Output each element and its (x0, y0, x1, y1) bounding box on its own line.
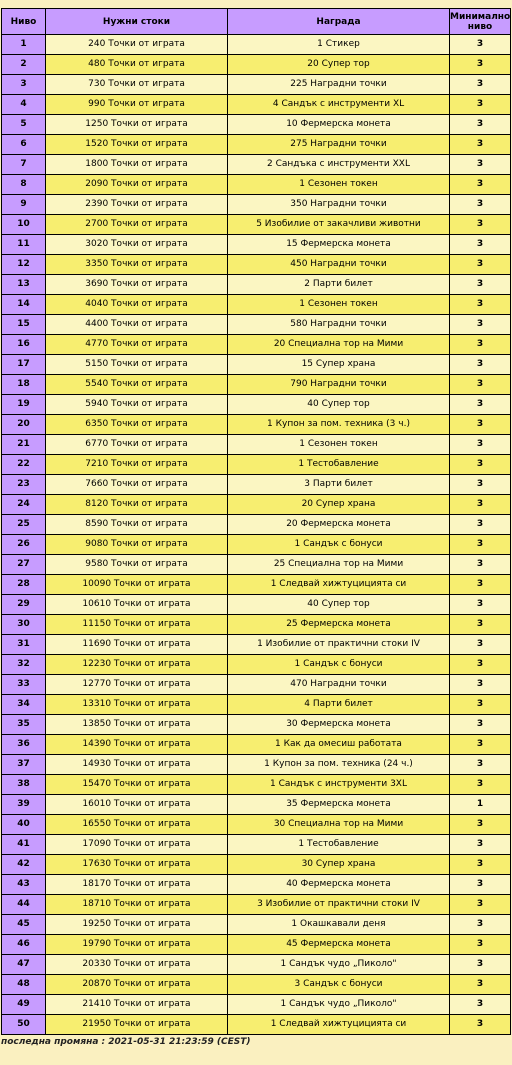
level-cell: 15 (1, 314, 45, 334)
level-cell: 2 (1, 54, 45, 74)
min-level-cell: 3 (449, 594, 511, 614)
table-row (1, 654, 511, 674)
level-cell: 22 (1, 454, 45, 474)
reward-cell: 20 Фермерска монета (227, 514, 449, 534)
reward-cell: 30 Супер храна (227, 854, 449, 874)
min-level-cell: 3 (449, 1014, 511, 1035)
level-cell: 35 (1, 714, 45, 734)
level-cell: 6 (1, 134, 45, 154)
level-cell: 5 (1, 114, 45, 134)
min-level-cell: 3 (449, 574, 511, 594)
min-level-cell: 3 (449, 634, 511, 654)
goods-cell: 19250 Точки от играта (45, 914, 227, 934)
goods-cell: 3020 Точки от играта (45, 234, 227, 254)
min-level-cell: 3 (449, 934, 511, 954)
min-level-cell: 3 (449, 214, 511, 234)
level-cell: 36 (1, 734, 45, 754)
goods-cell: 4400 Точки от играта (45, 314, 227, 334)
table-row (1, 594, 511, 614)
level-cell: 41 (1, 834, 45, 854)
min-level-cell: 3 (449, 234, 511, 254)
levels-table (1, 8, 511, 1035)
goods-cell: 14930 Точки от играта (45, 754, 227, 774)
min-level-cell: 3 (449, 94, 511, 114)
level-cell: 19 (1, 394, 45, 414)
min-level-cell: 3 (449, 394, 511, 414)
level-cell: 29 (1, 594, 45, 614)
min-level-cell: 3 (449, 314, 511, 334)
level-cell: 21 (1, 434, 45, 454)
level-cell: 32 (1, 654, 45, 674)
table-row (1, 754, 511, 774)
min-level-cell: 3 (449, 654, 511, 674)
reward-cell: 1 Купон за пом. техника (3 ч.) (227, 414, 449, 434)
goods-cell: 5150 Точки от играта (45, 354, 227, 374)
min-level-cell: 3 (449, 154, 511, 174)
min-level-cell: 3 (449, 194, 511, 214)
reward-cell: 1 Окашкавали деня (227, 914, 449, 934)
last-modified: последна промяна : 2021-05-31 21:23:59 (CEST) (1, 1037, 251, 1047)
table-row (1, 254, 511, 274)
reward-cell: 1 Тестобавление (227, 454, 449, 474)
goods-cell: 9080 Точки от играта (45, 534, 227, 554)
header-level: Ниво (1, 8, 45, 34)
reward-cell: 450 Наградни точки (227, 254, 449, 274)
level-cell: 50 (1, 1014, 45, 1035)
level-cell: 45 (1, 914, 45, 934)
level-cell: 46 (1, 934, 45, 954)
goods-cell: 21950 Точки от играта (45, 1014, 227, 1035)
level-cell: 16 (1, 334, 45, 354)
goods-cell: 10090 Точки от играта (45, 574, 227, 594)
reward-cell: 1 Купон за пом. техника (24 ч.) (227, 754, 449, 774)
reward-cell: 2 Сандъка с инструменти XXL (227, 154, 449, 174)
reward-cell: 25 Фермерска монета (227, 614, 449, 634)
min-level-cell: 3 (449, 174, 511, 194)
min-level-cell: 3 (449, 894, 511, 914)
goods-cell: 480 Точки от играта (45, 54, 227, 74)
table-row (1, 74, 511, 94)
table-row (1, 894, 511, 914)
table-row (1, 834, 511, 854)
table-row (1, 1014, 511, 1035)
table-row (1, 774, 511, 794)
goods-cell: 12230 Точки от играта (45, 654, 227, 674)
goods-cell: 12770 Точки от играта (45, 674, 227, 694)
level-cell: 42 (1, 854, 45, 874)
level-cell: 31 (1, 634, 45, 654)
level-cell: 13 (1, 274, 45, 294)
level-cell: 39 (1, 794, 45, 814)
table-row (1, 294, 511, 314)
min-level-cell: 3 (449, 54, 511, 74)
min-level-cell: 3 (449, 74, 511, 94)
min-level-cell: 3 (449, 854, 511, 874)
goods-cell: 990 Точки от играта (45, 94, 227, 114)
table-row (1, 674, 511, 694)
level-cell: 34 (1, 694, 45, 714)
reward-cell: 1 Следвай хижтуцицията си (227, 574, 449, 594)
goods-cell: 16550 Точки от играта (45, 814, 227, 834)
table-header-row (1, 8, 511, 34)
min-level-cell: 3 (449, 334, 511, 354)
reward-cell: 25 Специална тор на Мими (227, 554, 449, 574)
goods-cell: 18170 Точки от играта (45, 874, 227, 894)
level-cell: 28 (1, 574, 45, 594)
table-row (1, 214, 511, 234)
goods-cell: 15470 Точки от играта (45, 774, 227, 794)
goods-cell: 18710 Точки от играта (45, 894, 227, 914)
min-level-cell: 3 (449, 474, 511, 494)
level-cell: 10 (1, 214, 45, 234)
table-row (1, 694, 511, 714)
level-cell: 48 (1, 974, 45, 994)
reward-cell: 1 Следвай хижтуцицията си (227, 1014, 449, 1035)
min-level-cell: 3 (449, 754, 511, 774)
level-cell: 8 (1, 174, 45, 194)
header-min-level: Минимално ниво (449, 8, 511, 34)
reward-cell: 580 Наградни точки (227, 314, 449, 334)
level-cell: 33 (1, 674, 45, 694)
reward-cell: 275 Наградни точки (227, 134, 449, 154)
goods-cell: 19790 Точки от играта (45, 934, 227, 954)
page (0, 8, 512, 1047)
reward-cell: 45 Фермерска монета (227, 934, 449, 954)
min-level-cell: 3 (449, 954, 511, 974)
min-level-cell: 3 (449, 514, 511, 534)
table-row (1, 954, 511, 974)
table-row (1, 54, 511, 74)
goods-cell: 240 Точки от играта (45, 34, 227, 54)
min-level-cell: 3 (449, 534, 511, 554)
reward-cell: 3 Парти билет (227, 474, 449, 494)
reward-cell: 350 Наградни точки (227, 194, 449, 214)
min-level-cell: 3 (449, 774, 511, 794)
goods-cell: 2390 Точки от играта (45, 194, 227, 214)
table-row (1, 474, 511, 494)
min-level-cell: 3 (449, 254, 511, 274)
level-cell: 27 (1, 554, 45, 574)
level-cell: 11 (1, 234, 45, 254)
reward-cell: 5 Изобилие от закачливи животни (227, 214, 449, 234)
reward-cell: 4 Сандък с инструменти XL (227, 94, 449, 114)
min-level-cell: 3 (449, 434, 511, 454)
table-row (1, 714, 511, 734)
table-row (1, 414, 511, 434)
table-row (1, 514, 511, 534)
level-cell: 24 (1, 494, 45, 514)
min-level-cell: 3 (449, 494, 511, 514)
table-row (1, 434, 511, 454)
goods-cell: 1250 Точки от играта (45, 114, 227, 134)
level-cell: 17 (1, 354, 45, 374)
goods-cell: 16010 Точки от играта (45, 794, 227, 814)
reward-cell: 30 Фермерска монета (227, 714, 449, 734)
goods-cell: 10610 Точки от играта (45, 594, 227, 614)
level-cell: 49 (1, 994, 45, 1014)
min-level-cell: 3 (449, 834, 511, 854)
table-row (1, 234, 511, 254)
reward-cell: 15 Супер храна (227, 354, 449, 374)
reward-cell: 15 Фермерска монета (227, 234, 449, 254)
table-row (1, 394, 511, 414)
table-row (1, 314, 511, 334)
level-cell: 40 (1, 814, 45, 834)
min-level-cell: 3 (449, 674, 511, 694)
goods-cell: 17090 Точки от играта (45, 834, 227, 854)
table-row (1, 134, 511, 154)
table-row (1, 574, 511, 594)
table-row (1, 114, 511, 134)
goods-cell: 3690 Точки от играта (45, 274, 227, 294)
goods-cell: 20870 Точки от играта (45, 974, 227, 994)
reward-cell: 30 Специална тор на Мими (227, 814, 449, 834)
level-cell: 4 (1, 94, 45, 114)
goods-cell: 6350 Точки от играта (45, 414, 227, 434)
table-row (1, 814, 511, 834)
min-level-cell: 3 (449, 454, 511, 474)
table-row (1, 934, 511, 954)
level-cell: 14 (1, 294, 45, 314)
reward-cell: 1 Сандък с бонуси (227, 654, 449, 674)
header-reward: Награда (227, 8, 449, 34)
reward-cell: 10 Фермерска монета (227, 114, 449, 134)
reward-cell: 1 Сандък с инструменти 3XL (227, 774, 449, 794)
goods-cell: 2090 Точки от играта (45, 174, 227, 194)
reward-cell: 1 Изобилие от практични стоки IV (227, 634, 449, 654)
table-row (1, 154, 511, 174)
table-row (1, 334, 511, 354)
level-cell: 44 (1, 894, 45, 914)
reward-cell: 40 Супер тор (227, 394, 449, 414)
reward-cell: 40 Супер тор (227, 594, 449, 614)
reward-cell: 20 Специална тор на Мими (227, 334, 449, 354)
reward-cell: 790 Наградни точки (227, 374, 449, 394)
min-level-cell: 3 (449, 734, 511, 754)
table-row (1, 614, 511, 634)
table-row (1, 194, 511, 214)
table-row (1, 494, 511, 514)
table-row (1, 874, 511, 894)
goods-cell: 5940 Точки от играта (45, 394, 227, 414)
goods-cell: 7660 Точки от играта (45, 474, 227, 494)
reward-cell: 1 Сезонен токен (227, 434, 449, 454)
level-cell: 38 (1, 774, 45, 794)
level-cell: 43 (1, 874, 45, 894)
goods-cell: 11690 Точки от играта (45, 634, 227, 654)
level-cell: 30 (1, 614, 45, 634)
goods-cell: 3350 Точки от играта (45, 254, 227, 274)
reward-cell: 225 Наградни точки (227, 74, 449, 94)
table-row (1, 94, 511, 114)
table-row (1, 854, 511, 874)
reward-cell: 2 Парти билет (227, 274, 449, 294)
min-level-cell: 3 (449, 114, 511, 134)
table-row (1, 534, 511, 554)
min-level-cell: 3 (449, 414, 511, 434)
header-required-goods: Нужни стоки (45, 8, 227, 34)
reward-cell: 470 Наградни точки (227, 674, 449, 694)
table-body (1, 34, 511, 1035)
level-cell: 18 (1, 374, 45, 394)
min-level-cell: 1 (449, 794, 511, 814)
reward-cell: 3 Изобилие от практични стоки IV (227, 894, 449, 914)
goods-cell: 13850 Точки от играта (45, 714, 227, 734)
reward-cell: 1 Сезонен токен (227, 174, 449, 194)
table-row (1, 554, 511, 574)
table-row (1, 974, 511, 994)
goods-cell: 1800 Точки от играта (45, 154, 227, 174)
goods-cell: 9580 Точки от играта (45, 554, 227, 574)
reward-cell: 1 Тестобавление (227, 834, 449, 854)
min-level-cell: 3 (449, 874, 511, 894)
reward-cell: 1 Сандък чудо „Пиколо" (227, 954, 449, 974)
goods-cell: 11150 Точки от играта (45, 614, 227, 634)
goods-cell: 20330 Точки от играта (45, 954, 227, 974)
table-row (1, 794, 511, 814)
table-row (1, 634, 511, 654)
min-level-cell: 3 (449, 994, 511, 1014)
table-row (1, 734, 511, 754)
min-level-cell: 3 (449, 694, 511, 714)
reward-cell: 20 Супер храна (227, 494, 449, 514)
goods-cell: 8120 Точки от играта (45, 494, 227, 514)
min-level-cell: 3 (449, 134, 511, 154)
table-row (1, 994, 511, 1014)
level-cell: 1 (1, 34, 45, 54)
table-row (1, 274, 511, 294)
goods-cell: 21410 Точки от играта (45, 994, 227, 1014)
min-level-cell: 3 (449, 714, 511, 734)
min-level-cell: 3 (449, 914, 511, 934)
table-row (1, 454, 511, 474)
level-cell: 20 (1, 414, 45, 434)
min-level-cell: 3 (449, 974, 511, 994)
table-row (1, 34, 511, 54)
goods-cell: 14390 Точки от играта (45, 734, 227, 754)
reward-cell: 40 Фермерска монета (227, 874, 449, 894)
goods-cell: 6770 Точки от играта (45, 434, 227, 454)
reward-cell: 1 Стикер (227, 34, 449, 54)
reward-cell: 1 Как да омесиш работата (227, 734, 449, 754)
table-row (1, 374, 511, 394)
min-level-cell: 3 (449, 554, 511, 574)
min-level-cell: 3 (449, 34, 511, 54)
level-cell: 23 (1, 474, 45, 494)
goods-cell: 13310 Точки от играта (45, 694, 227, 714)
goods-cell: 2700 Точки от играта (45, 214, 227, 234)
reward-cell: 1 Сандък чудо „Пиколо" (227, 994, 449, 1014)
level-cell: 47 (1, 954, 45, 974)
table-row (1, 174, 511, 194)
min-level-cell: 3 (449, 294, 511, 314)
goods-cell: 5540 Точки от играта (45, 374, 227, 394)
goods-cell: 1520 Точки от играта (45, 134, 227, 154)
goods-cell: 7210 Точки от играта (45, 454, 227, 474)
goods-cell: 4770 Точки от играта (45, 334, 227, 354)
level-cell: 9 (1, 194, 45, 214)
table-row (1, 914, 511, 934)
reward-cell: 1 Сезонен токен (227, 294, 449, 314)
level-cell: 12 (1, 254, 45, 274)
goods-cell: 17630 Точки от играта (45, 854, 227, 874)
level-cell: 37 (1, 754, 45, 774)
goods-cell: 730 Точки от играта (45, 74, 227, 94)
min-level-cell: 3 (449, 354, 511, 374)
table-row (1, 354, 511, 374)
level-cell: 26 (1, 534, 45, 554)
reward-cell: 4 Парти билет (227, 694, 449, 714)
reward-cell: 35 Фермерска монета (227, 794, 449, 814)
goods-cell: 4040 Точки от играта (45, 294, 227, 314)
goods-cell: 8590 Точки от играта (45, 514, 227, 534)
min-level-cell: 3 (449, 814, 511, 834)
level-cell: 25 (1, 514, 45, 534)
level-cell: 3 (1, 74, 45, 94)
min-level-cell: 3 (449, 274, 511, 294)
reward-cell: 1 Сандък с бонуси (227, 534, 449, 554)
min-level-cell: 3 (449, 614, 511, 634)
level-cell: 7 (1, 154, 45, 174)
min-level-cell: 3 (449, 374, 511, 394)
reward-cell: 3 Сандък с бонуси (227, 974, 449, 994)
reward-cell: 20 Супер тор (227, 54, 449, 74)
